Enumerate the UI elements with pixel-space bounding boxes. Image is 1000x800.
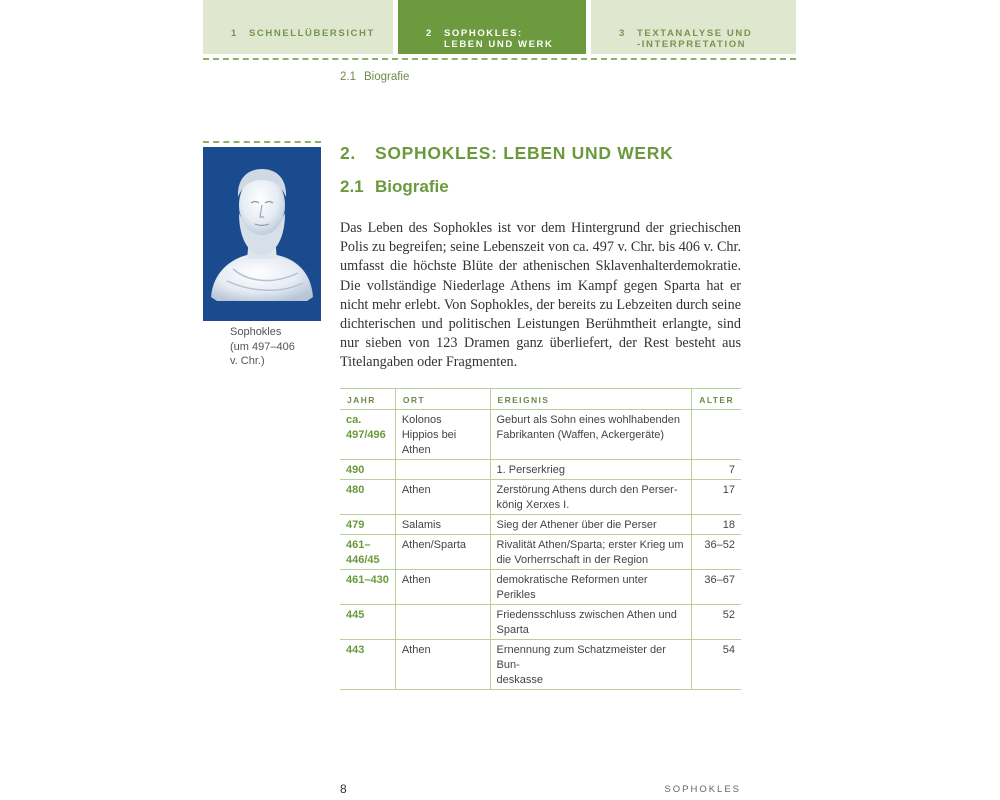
sophokles-bust-image: [203, 147, 321, 321]
cell-age: 52: [692, 605, 741, 640]
tab-number: 2: [426, 28, 433, 39]
table-header-row: [340, 389, 741, 410]
table-row: [340, 640, 741, 690]
chapter-title: SOPHOKLES: LEBEN UND WERK: [375, 143, 674, 163]
cell-year: 461–430: [340, 570, 395, 605]
cell-age: 18: [692, 515, 741, 535]
tab-number: 3: [619, 28, 626, 39]
cell-year: 490: [340, 460, 395, 480]
cell-age: [692, 410, 741, 460]
cell-year: 445: [340, 605, 395, 640]
cell-event: Zerstörung Athens durch den Perser- könig Xerxes I.: [490, 480, 692, 515]
cell-age: 36–67: [692, 570, 741, 605]
table-row: [340, 515, 741, 535]
chapter-tabs: [203, 0, 796, 56]
cell-year: 479: [340, 515, 395, 535]
header-event: EREIGNIS: [490, 389, 692, 410]
bust-illustration: [203, 147, 321, 321]
tab-label: SCHNELLÜBERSICHT: [249, 28, 375, 39]
cell-event: Ernennung zum Schatzmeister der Bun- deskasse: [490, 640, 692, 690]
caption-text: Sophokles (um 497–406 v. Chr.): [230, 326, 295, 367]
cell-event: Rivalität Athen/Sparta; erster Krieg um die Vorherrschaft in der Region: [490, 535, 692, 570]
page-number: 8: [340, 782, 347, 796]
cell-year: 461– 446/45: [340, 535, 395, 570]
tab-sophokles-leben-und-werk[interactable]: [398, 0, 586, 54]
cell-age: 17: [692, 480, 741, 515]
section-title: Biografie: [375, 177, 449, 196]
cell-year: ca. 497/496: [340, 410, 395, 460]
breadcrumb-label: Biografie: [364, 71, 410, 83]
breadcrumb-number: 2.1: [340, 71, 356, 83]
header-place: ORT: [395, 389, 490, 410]
header-age: ALTER: [692, 389, 741, 410]
cell-event: 1. Perserkrieg: [490, 460, 692, 480]
cell-event: Friedensschluss zwischen Athen und Sparta: [490, 605, 692, 640]
table-row: [340, 535, 741, 570]
tab-label: TEXTANALYSE UND -INTERPRETATION: [637, 28, 753, 50]
cell-event: demokratische Reformen unter Perikles: [490, 570, 692, 605]
cell-place: Salamis: [395, 515, 490, 535]
cell-event: Geburt als Sohn eines wohlhabenden Fabrikanten (Waffen, Ackergeräte): [490, 410, 692, 460]
cell-year: 443: [340, 640, 395, 690]
chapter-heading: [340, 143, 673, 164]
section-number: 2.1: [340, 177, 364, 196]
tab-textanalyse[interactable]: [591, 0, 796, 54]
section-heading: [340, 177, 449, 197]
cell-place: Athen: [395, 640, 490, 690]
portrait-caption: [230, 325, 320, 369]
table-row: [340, 460, 741, 480]
dashed-divider: [203, 141, 321, 143]
body-paragraph: Das Leben des Sophokles ist vor dem Hintergrund der griechischen Polis zu begreifen; seine Lebenszeit von ca. 497 v. Chr. bis 406 v. Chr. umfasst die höchste Blüte der athenischen Sklavenhalterdemokratie. Die vollständige Niederlage Athens im Kampf gegen Sparta hat er nicht mehr erlebt. Von Sophokles, der bereits zu Lebzeiten durch seine dichterischen und politischen Leistungen Berühmtheit erlangte, sind nur sieben von 123 Dramen ganz überliefert, der Rest besteht aus Titelangaben oder Fragmenten.: [340, 220, 741, 371]
cell-place: Athen: [395, 570, 490, 605]
tab-number: 1: [231, 28, 238, 39]
table-row: [340, 480, 741, 515]
table-row: [340, 570, 741, 605]
chapter-number: 2.: [340, 143, 356, 163]
breadcrumb: [340, 71, 409, 83]
cell-event: Sieg der Athener über die Perser: [490, 515, 692, 535]
cell-place: Kolonos Hippios bei Athen: [395, 410, 490, 460]
cell-place: Athen/Sparta: [395, 535, 490, 570]
header-year: JAHR: [340, 389, 395, 410]
tab-schnelluebersicht[interactable]: [203, 0, 393, 54]
cell-place: [395, 605, 490, 640]
cell-age: 7: [692, 460, 741, 480]
cell-place: Athen: [395, 480, 490, 515]
cell-year: 480: [340, 480, 395, 515]
tab-label: SOPHOKLES: LEBEN UND WERK: [444, 28, 554, 50]
chronology-table: [340, 388, 741, 690]
cell-age: 54: [692, 640, 741, 690]
table-row: [340, 605, 741, 640]
table-row: [340, 410, 741, 460]
running-footer-title: SOPHOKLES: [664, 784, 741, 795]
dashed-divider: [203, 58, 796, 60]
cell-age: 36–52: [692, 535, 741, 570]
cell-place: [395, 460, 490, 480]
